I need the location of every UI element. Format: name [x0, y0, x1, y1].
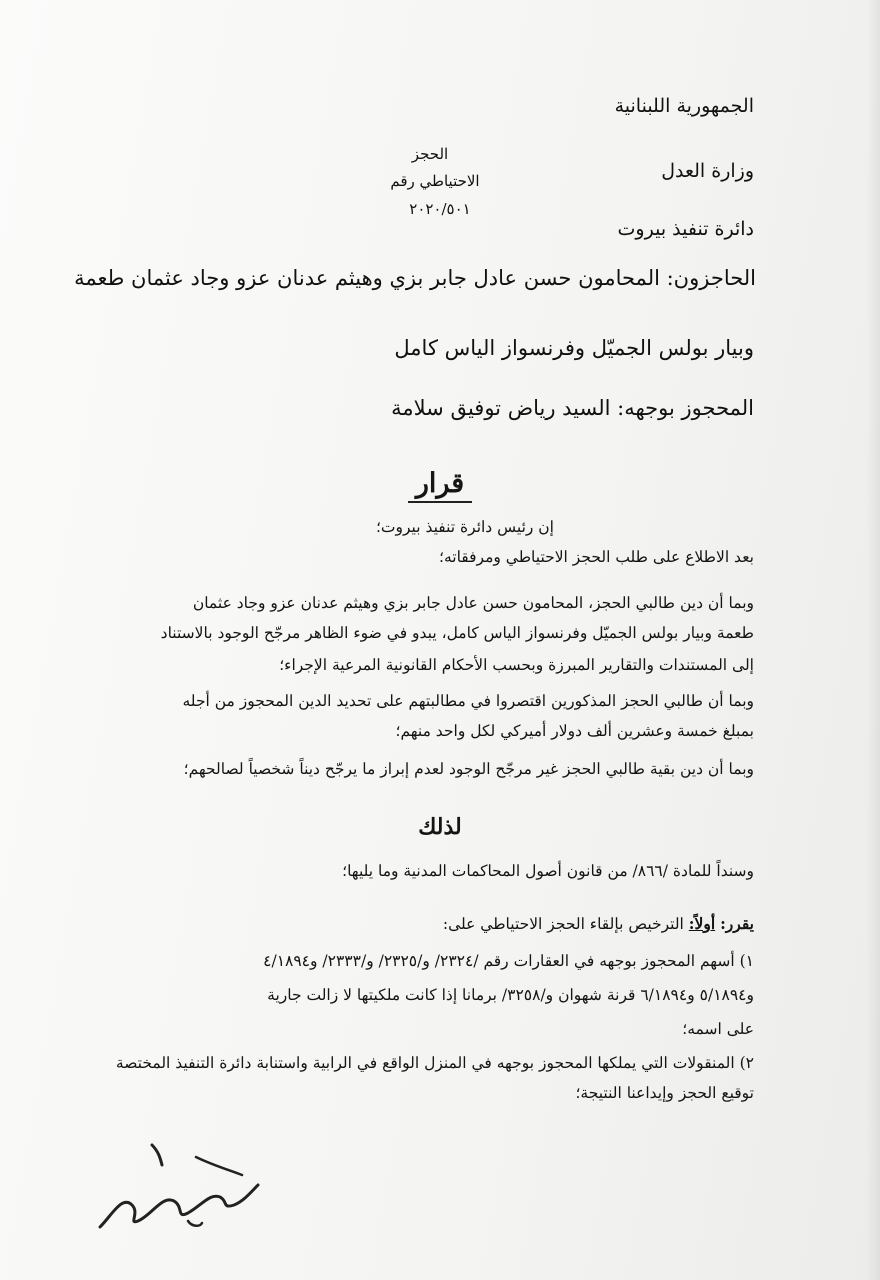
body-line-7: بمبلغ خمسة وعشرين ألف دولار أميركي لكل واحد منهم؛ [395, 722, 754, 740]
ruling-first-line [443, 914, 754, 933]
ruling-item-1-line-2: و٥/١٨٩٤ و٦/١٨٩٤ قرنة شهوان و/٣٢٥٨/ برمانا إذا كانت ملكيتها لا زالت جارية [267, 986, 754, 1004]
reference-label-2: الاحتياطي رقم [390, 172, 480, 190]
reference-label-1: الحجز [411, 145, 449, 163]
body-line-3: وبما أن دين طالبي الحجز، المحامون حسن عادل جابر بزي وهيثم عدنان عزو وجاد عثمان [192, 594, 754, 612]
legal-basis-line: وسنداً للمادة /٨٦٦/ من قانون أصول المحاكمات المدنية وما يليها؛ [342, 862, 754, 880]
header-ministry: وزارة العدل [661, 160, 754, 182]
page-edge-shadow [866, 0, 880, 1280]
claimants-line-2: وبيار بولس الجميّل وفرنسواز الياس كامل [394, 336, 754, 360]
body-line-2: بعد الاطلاع على طلب الحجز الاحتياطي ومرفقاته؛ [439, 548, 754, 566]
reference-number: ٢٠٢٠/٥٠١ [409, 200, 471, 218]
therefore-title: لذلك [418, 814, 462, 840]
ruling-first-text: الترخيص بإلقاء الحجز الاحتياطي على: [442, 915, 684, 933]
ruling-first-label: أولاً: [688, 914, 716, 933]
header-republic: الجمهورية اللبنانية [614, 95, 754, 117]
ruling-lead: يقرر: [720, 914, 754, 933]
body-line-8: وبما أن دين بقية طالبي الحجز غير مرجّح الوجود لعدم إبراز ما يرجّح ديناً شخصياً لصالحهم؛ [183, 760, 754, 778]
body-line-1: إن رئيس دائرة تنفيذ بيروت؛ [375, 518, 554, 536]
body-line-4: طعمة وبيار بولس الجميّل وفرنسواز الياس كامل، يبدو في ضوء الظاهر مرجّح الوجود بالاستناد [160, 624, 754, 642]
defendant-line: المحجوز بوجهه: السيد رياض توفيق سلامة [391, 396, 754, 420]
ruling-item-1-line-3: على اسمه؛ [682, 1020, 754, 1038]
claimants-line-1: الحاجزون: المحامون حسن عادل جابر بزي وهيثم عدنان عزو وجاد عثمان طعمة [74, 266, 756, 290]
ruling-item-1-line-1: ١) أسهم المحجوز بوجهه في العقارات رقم /٢٣٢٤/ و/٢٣٢٥/ و/٢٣٣٣/ و٤/١٨٩٤ [263, 952, 754, 970]
body-line-6: وبما أن طالبي الحجز المذكورين اقتصروا في مطالبتهم على تحديد الدين المحجوز من أجله [182, 692, 754, 710]
signature [92, 1135, 272, 1235]
ruling-item-2-line-1: ٢) المنقولات التي يملكها المحجوز بوجهه في المنزل الواقع في الرابية واستنابة دائرة التنفيذ المختصة [115, 1054, 754, 1072]
decision-title: قرار [0, 468, 880, 499]
header-department: دائرة تنفيذ بيروت [617, 218, 754, 240]
body-line-5: إلى المستندات والتقارير المبرزة وبحسب الأحكام القانونية المرعية الإجراء؛ [279, 656, 754, 674]
ruling-item-2-line-2: توقيع الحجز وإيداعنا النتيجة؛ [575, 1084, 754, 1102]
